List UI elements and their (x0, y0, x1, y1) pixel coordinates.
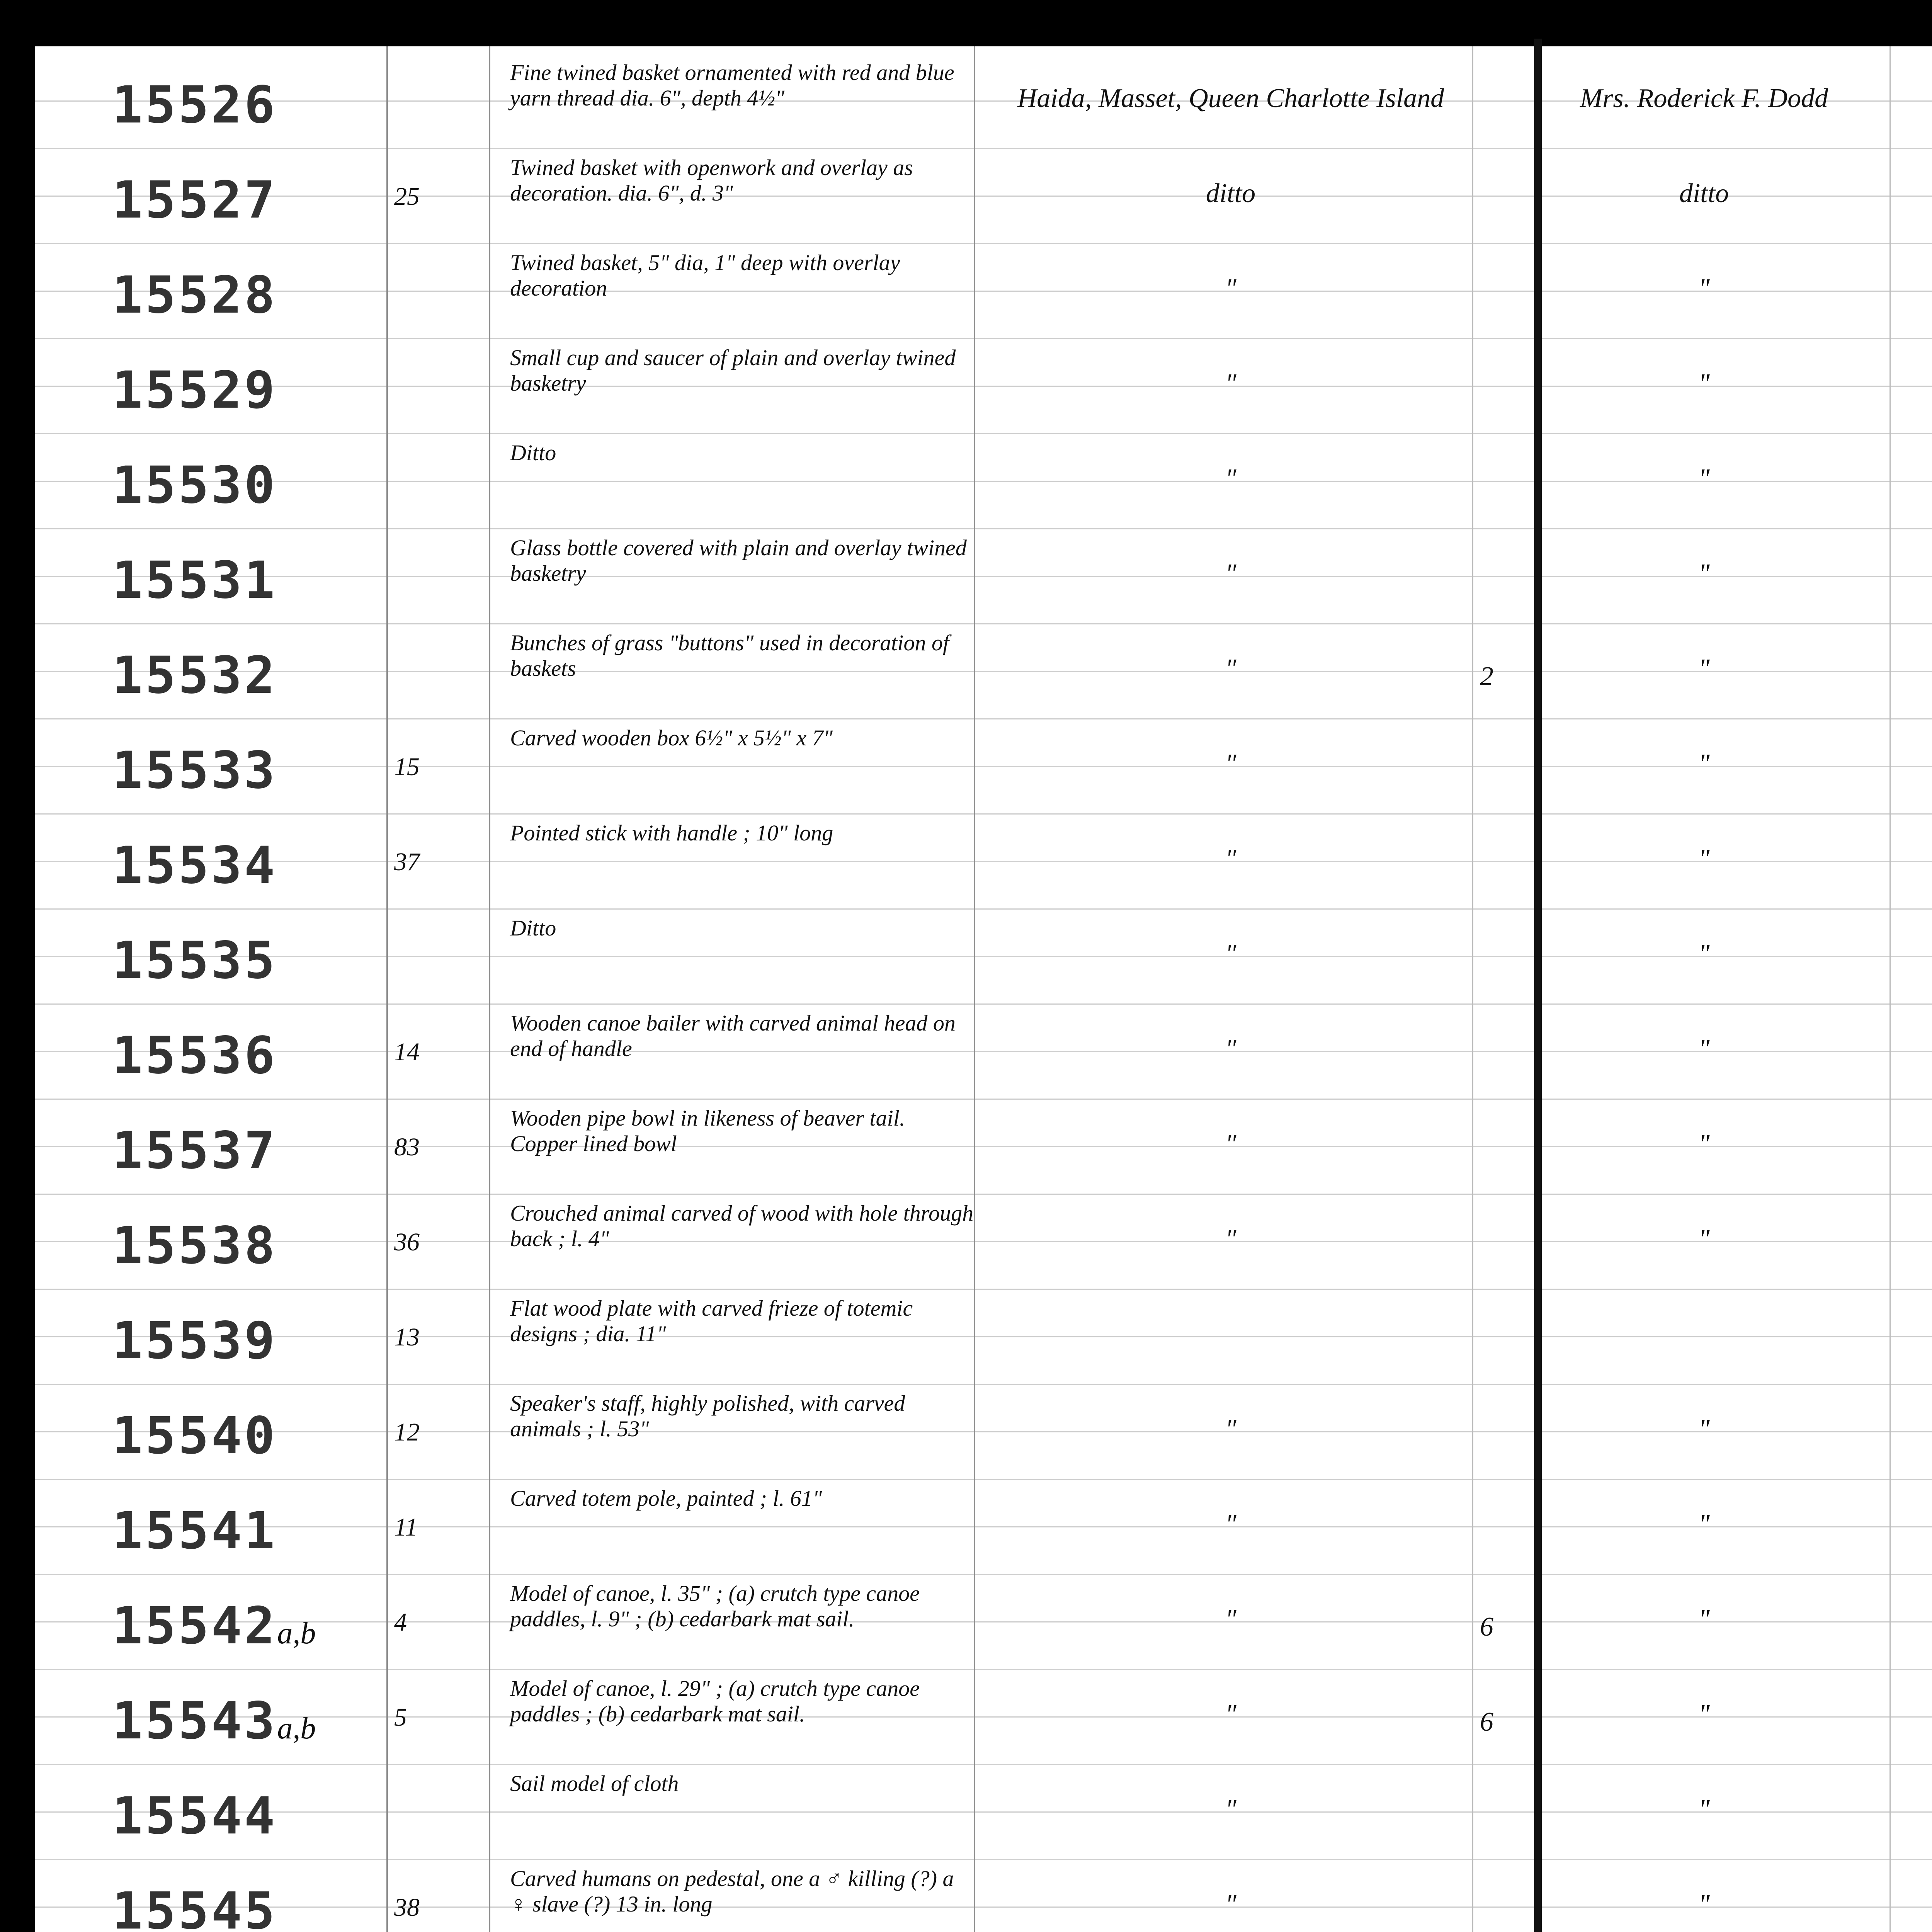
reference-number: 13 (394, 1323, 420, 1351)
description: Model of canoe, l. 29" ; (a) crutch type canoe paddles ; (b) cedarbark mat sail. (510, 1676, 920, 1726)
description: Crouched animal carved of wood with hole through back ; l. 4" (510, 1201, 974, 1251)
description: Wooden pipe bowl in likeness of beaver tail. Copper lined bowl (510, 1105, 905, 1156)
table-row (0, 1201, 1932, 1296)
collector (1886, 1604, 1932, 1635)
table-row (0, 1391, 1932, 1486)
description: Glass bottle covered with plain and overlay twined basketry (510, 535, 967, 586)
locality: " (1225, 1889, 1236, 1919)
locality: " (1225, 1129, 1236, 1159)
catalog-number (112, 1501, 277, 1561)
description: Carved humans on pedestal, one a ♂ killing (?) a ♀ slave (?) 13 in. long (510, 1866, 954, 1917)
donor: " (1698, 749, 1710, 779)
donor: " (1698, 844, 1710, 874)
description: Sail model of cloth (510, 1771, 679, 1796)
donor: ditto (1679, 179, 1729, 208)
collector (1886, 653, 1932, 684)
locality: " (1225, 1604, 1236, 1634)
locality: " (1225, 1794, 1236, 1824)
locality: Haida, Masset, Queen Charlotte Island (1017, 83, 1444, 113)
reference-number: 83 (394, 1133, 420, 1161)
description: Flat wood plate with carved frieze of totemic designs ; dia. 11" (510, 1296, 913, 1346)
catalog-number (112, 1216, 277, 1276)
catalog-number (112, 1596, 316, 1656)
collector (1886, 1319, 1932, 1350)
reference-number: 12 (394, 1418, 420, 1446)
collector (1886, 273, 1932, 304)
catalog-number-text: 15545 (112, 1881, 277, 1932)
catalog-number-text: 15538 (112, 1216, 277, 1276)
table-row (0, 535, 1932, 630)
donor: Mrs. Roderick F. Dodd (1580, 83, 1828, 113)
donor: " (1698, 939, 1710, 969)
catalog-number-text: 15528 (112, 265, 277, 325)
collector (1886, 1794, 1932, 1825)
table-row (0, 1105, 1932, 1201)
reference-number: 4 (394, 1608, 407, 1636)
collector (1886, 1509, 1932, 1540)
table-row (0, 60, 1932, 155)
reference-number: 11 (394, 1513, 418, 1541)
collector (1886, 748, 1932, 779)
catalog-number (112, 741, 277, 800)
collector (1886, 844, 1932, 874)
locality: " (1225, 654, 1236, 684)
collector (1886, 1414, 1932, 1445)
catalog-number-text: 15544 (112, 1786, 277, 1846)
catalog-number (112, 931, 277, 990)
collector (1886, 1699, 1932, 1730)
reference-number: 25 (394, 182, 420, 211)
description: Pointed stick with handle ; 10" long (510, 820, 833, 845)
quantity: 6 (1480, 1612, 1493, 1642)
catalog-number-text: 15534 (112, 836, 277, 895)
catalog-number (112, 1311, 277, 1371)
table-row (0, 345, 1932, 440)
collector (1886, 1034, 1932, 1065)
locality: " (1225, 464, 1236, 493)
catalog-number (112, 1691, 316, 1751)
reference-number: 38 (394, 1893, 420, 1922)
collector (1886, 1889, 1932, 1920)
description: Carved wooden box 6½" x 5½" x 7" (510, 725, 833, 750)
description: Ditto (510, 440, 556, 465)
donor: " (1698, 464, 1710, 493)
collector (1886, 558, 1932, 589)
locality: ditto (1206, 179, 1256, 208)
reference-number: 5 (394, 1703, 407, 1731)
table-row (0, 1676, 1932, 1771)
table-row (0, 1486, 1932, 1581)
collector (1886, 1129, 1932, 1160)
collector (1886, 1224, 1932, 1255)
catalog-number-text: 15539 (112, 1311, 277, 1371)
catalog-number (112, 646, 277, 705)
table-row (0, 1296, 1932, 1391)
collector (1886, 368, 1932, 399)
locality: " (1225, 939, 1236, 969)
catalog-number (112, 551, 277, 610)
donor: " (1698, 274, 1710, 303)
catalog-number-text: 15529 (112, 361, 277, 420)
reference-number: 14 (394, 1038, 420, 1066)
catalog-number (112, 1406, 277, 1466)
catalog-number-text: 15541 (112, 1501, 277, 1561)
catalog-number-text: 15542 (112, 1596, 277, 1656)
catalog-number-text: 15531 (112, 551, 277, 610)
donor: " (1698, 1224, 1710, 1254)
catalog-number-text: 15535 (112, 931, 277, 990)
reference-number: 37 (394, 848, 420, 876)
donor: " (1698, 654, 1710, 684)
collector (1886, 83, 1932, 114)
donor: " (1698, 1129, 1710, 1159)
table-row (0, 1771, 1932, 1866)
locality: " (1225, 1509, 1236, 1539)
description: Small cup and saucer of plain and overlay twined basketry (510, 345, 956, 396)
catalog-number (112, 170, 277, 230)
table-row (0, 725, 1932, 820)
catalog-number-text: 15530 (112, 456, 277, 515)
donor: " (1698, 1699, 1710, 1729)
donor: " (1698, 1414, 1710, 1444)
table-row (0, 915, 1932, 1010)
description: Twined basket with openwork and overlay as decoration. dia. 6", d. 3" (510, 155, 913, 206)
reference-number: 15 (394, 753, 420, 781)
donor: " (1698, 1889, 1710, 1919)
collector (1886, 178, 1932, 209)
catalog-number-text: 15532 (112, 646, 277, 705)
quantity: 2 (1480, 662, 1493, 691)
donor: " (1698, 559, 1710, 588)
catalog-number (112, 75, 277, 135)
donor: " (1698, 1509, 1710, 1539)
catalog-number (112, 265, 277, 325)
donor: " (1698, 369, 1710, 398)
description: Model of canoe, l. 35" ; (a) crutch type canoe paddles, l. 9" ; (b) cedarbark mat sail. (510, 1581, 920, 1631)
catalog-number-text: 15533 (112, 741, 277, 800)
locality: " (1225, 559, 1236, 588)
description: Fine twined basket ornamented with red and blue yarn thread dia. 6", depth 4½" (510, 60, 954, 111)
description: Bunches of grass "buttons" used in decoration of baskets (510, 630, 949, 681)
catalog-number (112, 1881, 277, 1932)
catalog-number-text: 15527 (112, 170, 277, 230)
quantity: 6 (1480, 1707, 1493, 1737)
donor: " (1698, 1794, 1710, 1824)
table-row (0, 820, 1932, 915)
description: Speaker's staff, highly polished, with carved animals ; l. 53" (510, 1391, 905, 1441)
catalog-number-text: 15536 (112, 1026, 277, 1085)
locality: " (1225, 1699, 1236, 1729)
description: Carved totem pole, painted ; l. 61" (510, 1486, 822, 1511)
table-row (0, 1581, 1932, 1676)
catalog-number-text: 15537 (112, 1121, 277, 1180)
catalog-number (112, 456, 277, 515)
collector (1886, 939, 1932, 969)
collector (1886, 463, 1932, 494)
locality: " (1225, 844, 1236, 874)
catalog-suffix: a,b (277, 1711, 316, 1745)
locality: " (1225, 1034, 1236, 1064)
description: Twined basket, 5" dia, 1" deep with overlay decoration (510, 250, 900, 301)
donor: " (1698, 1034, 1710, 1064)
catalog-number-text: 15526 (112, 75, 277, 135)
catalog-number-text: 15540 (112, 1406, 277, 1466)
catalog-number (112, 1026, 277, 1085)
donor: " (1698, 1604, 1710, 1634)
locality: " (1225, 1414, 1236, 1444)
description: Ditto (510, 915, 556, 940)
reference-number: 36 (394, 1228, 420, 1256)
catalog-number (112, 1786, 277, 1846)
table-row (0, 155, 1932, 250)
table-row (0, 1866, 1932, 1932)
catalog-number (112, 361, 277, 420)
table-row (0, 440, 1932, 535)
locality: " (1225, 369, 1236, 398)
catalog-number (112, 836, 277, 895)
description: Wooden canoe bailer with carved animal head on end of handle (510, 1010, 956, 1061)
table-row (0, 250, 1932, 345)
locality: " (1225, 749, 1236, 779)
catalog-suffix: a,b (277, 1616, 316, 1650)
catalog-number-text: 15543 (112, 1691, 277, 1751)
table-row (0, 630, 1932, 725)
table-row (0, 1010, 1932, 1105)
catalog-number (112, 1121, 277, 1180)
locality: " (1225, 274, 1236, 303)
locality: " (1225, 1224, 1236, 1254)
